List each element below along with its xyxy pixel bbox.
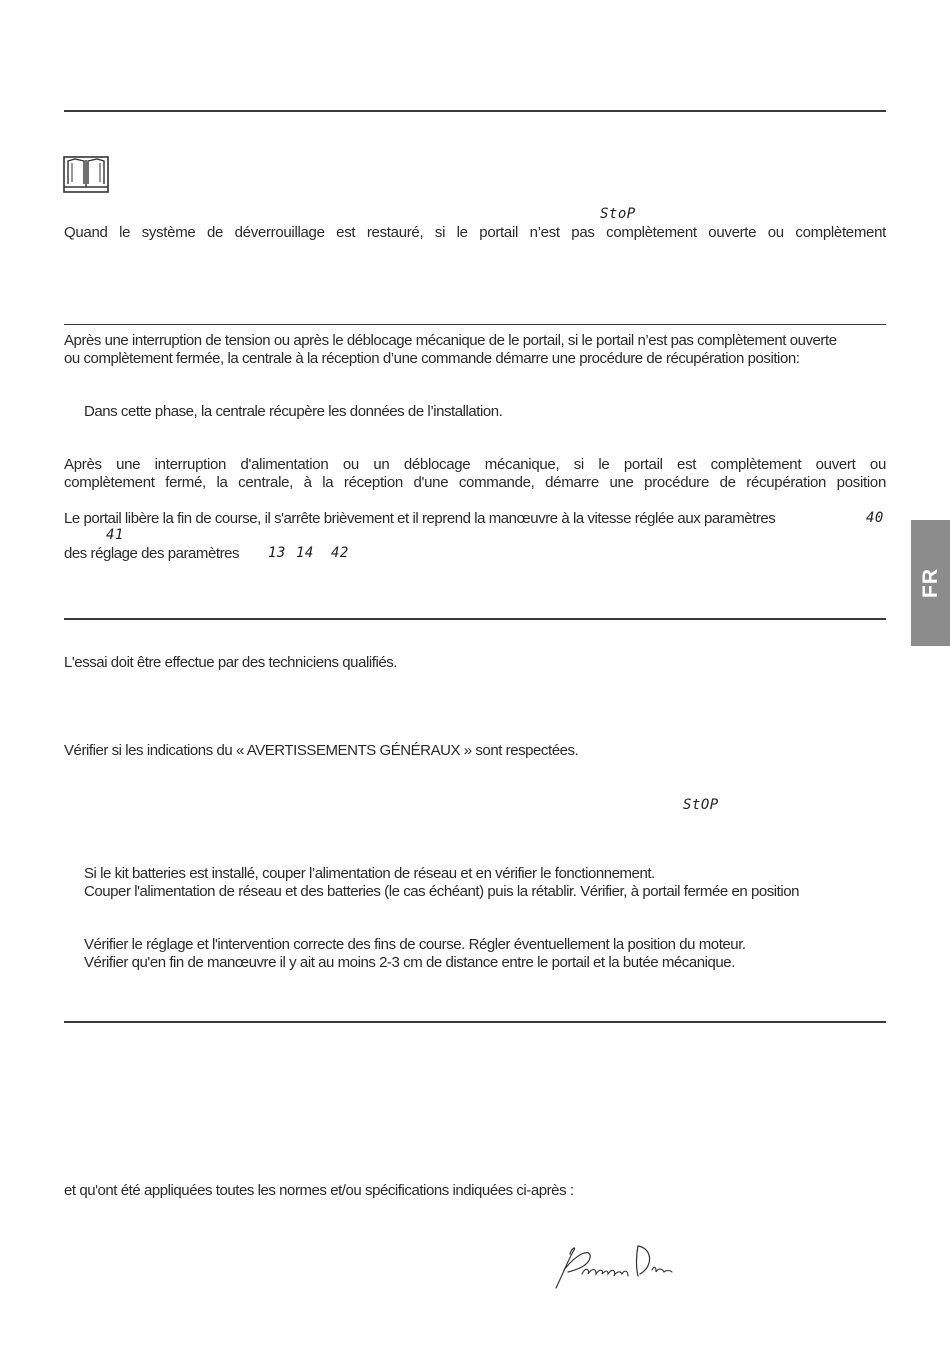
recovery-para2-line-1: Après une interruption d'alimentation ou un déblocage mécanique, si le portail est complètement ouvert ou — [64, 456, 886, 473]
unlock-paragraph: Quand le système de déverrouillage est restauré, si le portail n’est pas complètement ouverte ou complètement — [64, 224, 886, 241]
section-divider — [64, 324, 886, 325]
limit-switch-line-2: Vérifier qu'en fin de manœuvre il y ait au moins 2-3 cm de distance entre le portail et la butée mécanique. — [84, 954, 735, 971]
battery-check-line-1: Si le kit batteries est installé, couper l’alimentation de réseau et en vérifier le fonctionnement. — [84, 865, 655, 882]
section-divider — [64, 618, 886, 620]
param-13-code: 13 — [268, 545, 286, 561]
recovery-line-2: ou complètement fermée, la centrale à la réception d’une commande démarre une procédure de récupération position: — [64, 350, 800, 367]
param-42-code: 42 — [331, 545, 349, 561]
recovery-para3-line-2: des réglage des paramètres — [64, 545, 240, 562]
stop-display-code-2: StOP — [683, 797, 719, 813]
language-tab-label: FR — [918, 568, 942, 598]
limit-switch-line-1: Vérifier le réglage et l'intervention correcte des fins de course. Régler éventuellement la position du moteur. — [84, 936, 746, 953]
qualified-technicians-note: L'essai doit être effectue par des techniciens qualifiés. — [64, 654, 397, 671]
standards-line: et qu'ont été appliquées toutes les normes et/ou spécifications indiquées ci-après : — [64, 1182, 574, 1199]
section-divider — [64, 110, 886, 112]
section-divider — [64, 1021, 886, 1023]
recovery-para3-line-1: Le portail libère la fin de course, il s'arrête brièvement et il reprend la manœuvre à la vitesse réglée aux paramètres — [64, 510, 776, 527]
param-41-code: 41 — [106, 527, 124, 543]
stop-display-code: StoP — [600, 206, 636, 222]
recovery-line-1: Après une interruption de tension ou après le déblocage mécanique de le portail, si le portail n’est pas complètement ouverte — [64, 332, 837, 349]
battery-check-line-2: Couper l'alimentation de réseau et des batteries (le cas échéant) puis la rétablir. Vérifier, à portail fermée en position — [84, 883, 800, 900]
open-manual-icon — [63, 154, 109, 194]
language-tab-fr — [911, 520, 950, 646]
recovery-para2-line-2: complètement fermé, la centrale, à la réception d'une commande, démarre une procédure de récupération position — [64, 474, 886, 491]
signature — [552, 1240, 676, 1292]
check-warnings-note: Vérifier si les indications du « AVERTISSEMENTS GÉNÉRAUX » sont respectées. — [64, 742, 579, 759]
param-14-code: 14 — [296, 545, 314, 561]
phase-note: Dans cette phase, la centrale récupère les données de l’installation. — [84, 403, 503, 420]
param-40-code: 40 — [866, 510, 884, 526]
